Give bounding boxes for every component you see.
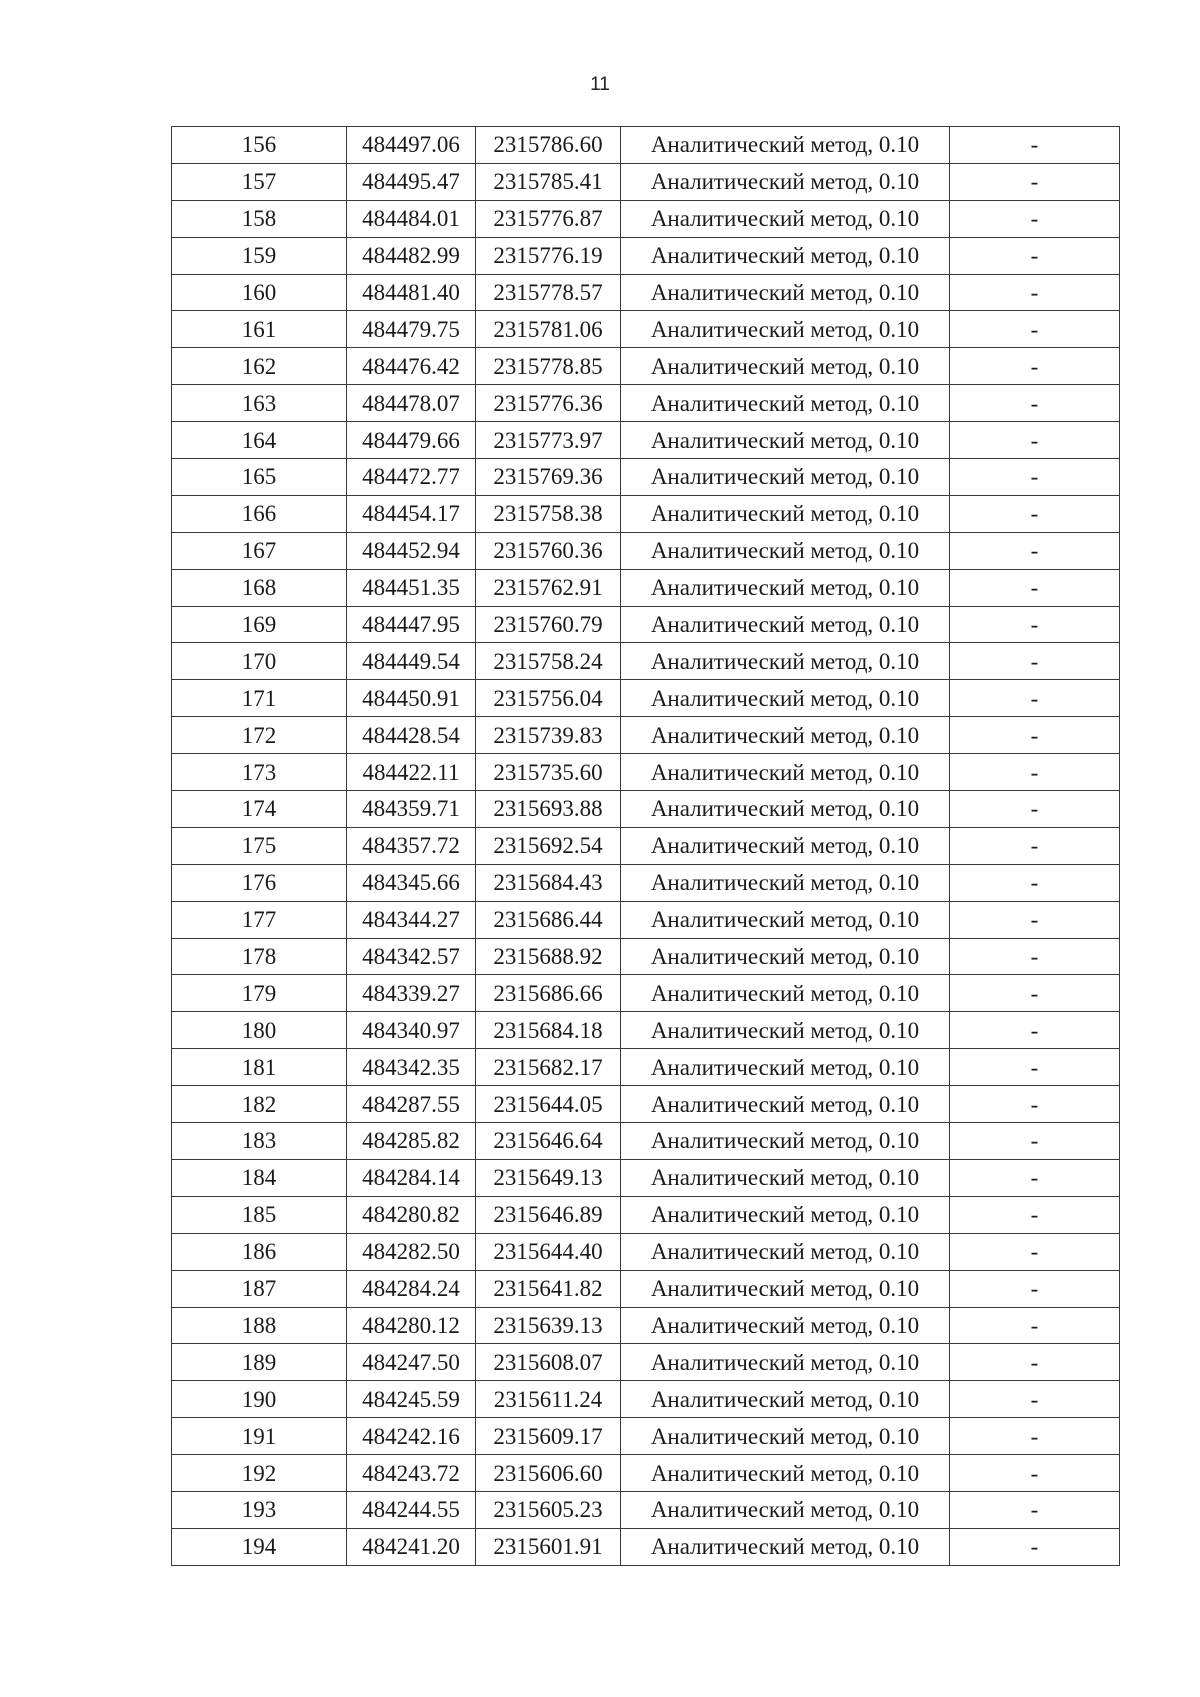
y-coordinate-cell: 2315762.91 (476, 569, 621, 606)
note-cell: - (950, 127, 1120, 164)
x-coordinate-cell: 484285.82 (347, 1123, 476, 1160)
method-accuracy-cell: Аналитический метод, 0.10 (621, 348, 950, 385)
method-accuracy-cell: Аналитический метод, 0.10 (621, 643, 950, 680)
table-row (172, 1528, 1120, 1565)
note-cell: - (950, 569, 1120, 606)
table-row (172, 901, 1120, 938)
note-cell: - (950, 1344, 1120, 1381)
x-coordinate-cell: 484472.77 (347, 459, 476, 496)
method-accuracy-cell: Аналитический метод, 0.10 (621, 680, 950, 717)
note-cell: - (950, 495, 1120, 532)
method-accuracy-cell: Аналитический метод, 0.10 (621, 938, 950, 975)
note-cell: - (950, 864, 1120, 901)
y-coordinate-cell: 2315684.43 (476, 864, 621, 901)
point-number-cell: 169 (172, 606, 347, 643)
x-coordinate-cell: 484479.66 (347, 422, 476, 459)
table-row (172, 1307, 1120, 1344)
point-number-cell: 184 (172, 1159, 347, 1196)
point-number-cell: 172 (172, 717, 347, 754)
table-row (172, 754, 1120, 791)
y-coordinate-cell: 2315760.36 (476, 532, 621, 569)
x-coordinate-cell: 484450.91 (347, 680, 476, 717)
x-coordinate-cell: 484359.71 (347, 791, 476, 828)
y-coordinate-cell: 2315781.06 (476, 311, 621, 348)
note-cell: - (950, 274, 1120, 311)
y-coordinate-cell: 2315646.64 (476, 1123, 621, 1160)
method-accuracy-cell: Аналитический метод, 0.10 (621, 864, 950, 901)
table-row (172, 1270, 1120, 1307)
x-coordinate-cell: 484243.72 (347, 1455, 476, 1492)
point-number-cell: 193 (172, 1491, 347, 1528)
note-cell: - (950, 1049, 1120, 1086)
note-cell: - (950, 1123, 1120, 1160)
note-cell: - (950, 1307, 1120, 1344)
coordinates-table-body (172, 127, 1120, 1566)
point-number-cell: 186 (172, 1233, 347, 1270)
table-row (172, 532, 1120, 569)
table-row (172, 1086, 1120, 1123)
note-cell: - (950, 348, 1120, 385)
point-number-cell: 181 (172, 1049, 347, 1086)
table-row (172, 680, 1120, 717)
y-coordinate-cell: 2315644.05 (476, 1086, 621, 1123)
y-coordinate-cell: 2315778.57 (476, 274, 621, 311)
method-accuracy-cell: Аналитический метод, 0.10 (621, 1270, 950, 1307)
y-coordinate-cell: 2315686.44 (476, 901, 621, 938)
x-coordinate-cell: 484244.55 (347, 1491, 476, 1528)
table-row (172, 1049, 1120, 1086)
note-cell: - (950, 532, 1120, 569)
y-coordinate-cell: 2315758.38 (476, 495, 621, 532)
x-coordinate-cell: 484241.20 (347, 1528, 476, 1565)
method-accuracy-cell: Аналитический метод, 0.10 (621, 606, 950, 643)
x-coordinate-cell: 484428.54 (347, 717, 476, 754)
table-row (172, 385, 1120, 422)
y-coordinate-cell: 2315786.60 (476, 127, 621, 164)
table-row (172, 237, 1120, 274)
x-coordinate-cell: 484422.11 (347, 754, 476, 791)
method-accuracy-cell: Аналитический метод, 0.10 (621, 127, 950, 164)
note-cell: - (950, 1381, 1120, 1418)
x-coordinate-cell: 484345.66 (347, 864, 476, 901)
method-accuracy-cell: Аналитический метод, 0.10 (621, 901, 950, 938)
point-number-cell: 163 (172, 385, 347, 422)
x-coordinate-cell: 484479.75 (347, 311, 476, 348)
note-cell: - (950, 717, 1120, 754)
method-accuracy-cell: Аналитический метод, 0.10 (621, 1012, 950, 1049)
y-coordinate-cell: 2315785.41 (476, 163, 621, 200)
point-number-cell: 192 (172, 1455, 347, 1492)
point-number-cell: 168 (172, 569, 347, 606)
table-row (172, 1491, 1120, 1528)
x-coordinate-cell: 484449.54 (347, 643, 476, 680)
table-row (172, 1159, 1120, 1196)
table-row (172, 495, 1120, 532)
note-cell: - (950, 643, 1120, 680)
note-cell: - (950, 163, 1120, 200)
point-number-cell: 158 (172, 200, 347, 237)
point-number-cell: 166 (172, 495, 347, 532)
method-accuracy-cell: Аналитический метод, 0.10 (621, 385, 950, 422)
y-coordinate-cell: 2315611.24 (476, 1381, 621, 1418)
point-number-cell: 187 (172, 1270, 347, 1307)
table-row (172, 938, 1120, 975)
method-accuracy-cell: Аналитический метод, 0.10 (621, 422, 950, 459)
y-coordinate-cell: 2315776.36 (476, 385, 621, 422)
method-accuracy-cell: Аналитический метод, 0.10 (621, 1123, 950, 1160)
y-coordinate-cell: 2315606.60 (476, 1455, 621, 1492)
y-coordinate-cell: 2315608.07 (476, 1344, 621, 1381)
table-row (172, 274, 1120, 311)
method-accuracy-cell: Аналитический метод, 0.10 (621, 1233, 950, 1270)
y-coordinate-cell: 2315776.19 (476, 237, 621, 274)
note-cell: - (950, 1491, 1120, 1528)
y-coordinate-cell: 2315682.17 (476, 1049, 621, 1086)
x-coordinate-cell: 484357.72 (347, 827, 476, 864)
x-coordinate-cell: 484344.27 (347, 901, 476, 938)
y-coordinate-cell: 2315756.04 (476, 680, 621, 717)
note-cell: - (950, 459, 1120, 496)
y-coordinate-cell: 2315773.97 (476, 422, 621, 459)
note-cell: - (950, 1233, 1120, 1270)
point-number-cell: 190 (172, 1381, 347, 1418)
x-coordinate-cell: 484284.24 (347, 1270, 476, 1307)
x-coordinate-cell: 484342.35 (347, 1049, 476, 1086)
point-number-cell: 167 (172, 532, 347, 569)
y-coordinate-cell: 2315649.13 (476, 1159, 621, 1196)
x-coordinate-cell: 484478.07 (347, 385, 476, 422)
page-number: 11 (590, 74, 610, 95)
point-number-cell: 174 (172, 791, 347, 828)
x-coordinate-cell: 484342.57 (347, 938, 476, 975)
note-cell: - (950, 1159, 1120, 1196)
method-accuracy-cell: Аналитический метод, 0.10 (621, 1196, 950, 1233)
note-cell: - (950, 938, 1120, 975)
note-cell: - (950, 975, 1120, 1012)
method-accuracy-cell: Аналитический метод, 0.10 (621, 459, 950, 496)
table-row (172, 1196, 1120, 1233)
x-coordinate-cell: 484447.95 (347, 606, 476, 643)
point-number-cell: 178 (172, 938, 347, 975)
table-row (172, 311, 1120, 348)
note-cell: - (950, 237, 1120, 274)
point-number-cell: 188 (172, 1307, 347, 1344)
point-number-cell: 191 (172, 1418, 347, 1455)
note-cell: - (950, 1086, 1120, 1123)
table-row (172, 717, 1120, 754)
x-coordinate-cell: 484476.42 (347, 348, 476, 385)
note-cell: - (950, 1196, 1120, 1233)
method-accuracy-cell: Аналитический метод, 0.10 (621, 1455, 950, 1492)
table-row (172, 1418, 1120, 1455)
table-row (172, 643, 1120, 680)
note-cell: - (950, 680, 1120, 717)
table-row (172, 1012, 1120, 1049)
x-coordinate-cell: 484484.01 (347, 200, 476, 237)
point-number-cell: 176 (172, 864, 347, 901)
method-accuracy-cell: Аналитический метод, 0.10 (621, 1049, 950, 1086)
point-number-cell: 156 (172, 127, 347, 164)
x-coordinate-cell: 484454.17 (347, 495, 476, 532)
table-row (172, 348, 1120, 385)
table-row (172, 459, 1120, 496)
method-accuracy-cell: Аналитический метод, 0.10 (621, 1491, 950, 1528)
table-row (172, 864, 1120, 901)
y-coordinate-cell: 2315739.83 (476, 717, 621, 754)
point-number-cell: 189 (172, 1344, 347, 1381)
table-row (172, 422, 1120, 459)
y-coordinate-cell: 2315644.40 (476, 1233, 621, 1270)
y-coordinate-cell: 2315735.60 (476, 754, 621, 791)
method-accuracy-cell: Аналитический метод, 0.10 (621, 1307, 950, 1344)
y-coordinate-cell: 2315646.89 (476, 1196, 621, 1233)
method-accuracy-cell: Аналитический метод, 0.10 (621, 274, 950, 311)
y-coordinate-cell: 2315609.17 (476, 1418, 621, 1455)
x-coordinate-cell: 484452.94 (347, 532, 476, 569)
method-accuracy-cell: Аналитический метод, 0.10 (621, 791, 950, 828)
note-cell: - (950, 791, 1120, 828)
note-cell: - (950, 754, 1120, 791)
x-coordinate-cell: 484242.16 (347, 1418, 476, 1455)
x-coordinate-cell: 484280.82 (347, 1196, 476, 1233)
x-coordinate-cell: 484497.06 (347, 127, 476, 164)
table-row (172, 1455, 1120, 1492)
point-number-cell: 179 (172, 975, 347, 1012)
table-row (172, 1381, 1120, 1418)
point-number-cell: 159 (172, 237, 347, 274)
x-coordinate-cell: 484495.47 (347, 163, 476, 200)
x-coordinate-cell: 484280.12 (347, 1307, 476, 1344)
point-number-cell: 160 (172, 274, 347, 311)
point-number-cell: 180 (172, 1012, 347, 1049)
x-coordinate-cell: 484482.99 (347, 237, 476, 274)
note-cell: - (950, 1270, 1120, 1307)
point-number-cell: 177 (172, 901, 347, 938)
x-coordinate-cell: 484284.14 (347, 1159, 476, 1196)
x-coordinate-cell: 484282.50 (347, 1233, 476, 1270)
table-row (172, 827, 1120, 864)
method-accuracy-cell: Аналитический метод, 0.10 (621, 311, 950, 348)
note-cell: - (950, 200, 1120, 237)
point-number-cell: 161 (172, 311, 347, 348)
method-accuracy-cell: Аналитический метод, 0.10 (621, 1528, 950, 1565)
point-number-cell: 164 (172, 422, 347, 459)
x-coordinate-cell: 484287.55 (347, 1086, 476, 1123)
point-number-cell: 182 (172, 1086, 347, 1123)
method-accuracy-cell: Аналитический метод, 0.10 (621, 1381, 950, 1418)
y-coordinate-cell: 2315686.66 (476, 975, 621, 1012)
point-number-cell: 170 (172, 643, 347, 680)
method-accuracy-cell: Аналитический метод, 0.10 (621, 495, 950, 532)
y-coordinate-cell: 2315769.36 (476, 459, 621, 496)
table-row (172, 1123, 1120, 1160)
y-coordinate-cell: 2315684.18 (476, 1012, 621, 1049)
y-coordinate-cell: 2315693.88 (476, 791, 621, 828)
table-row (172, 200, 1120, 237)
y-coordinate-cell: 2315605.23 (476, 1491, 621, 1528)
method-accuracy-cell: Аналитический метод, 0.10 (621, 569, 950, 606)
note-cell: - (950, 901, 1120, 938)
coordinates-table (171, 126, 1120, 1566)
x-coordinate-cell: 484245.59 (347, 1381, 476, 1418)
method-accuracy-cell: Аналитический метод, 0.10 (621, 1159, 950, 1196)
y-coordinate-cell: 2315776.87 (476, 200, 621, 237)
y-coordinate-cell: 2315688.92 (476, 938, 621, 975)
note-cell: - (950, 606, 1120, 643)
point-number-cell: 173 (172, 754, 347, 791)
y-coordinate-cell: 2315760.79 (476, 606, 621, 643)
note-cell: - (950, 1528, 1120, 1565)
table-row (172, 1344, 1120, 1381)
point-number-cell: 175 (172, 827, 347, 864)
y-coordinate-cell: 2315601.91 (476, 1528, 621, 1565)
point-number-cell: 171 (172, 680, 347, 717)
y-coordinate-cell: 2315639.13 (476, 1307, 621, 1344)
method-accuracy-cell: Аналитический метод, 0.10 (621, 717, 950, 754)
note-cell: - (950, 311, 1120, 348)
note-cell: - (950, 1418, 1120, 1455)
point-number-cell: 165 (172, 459, 347, 496)
table-row (172, 569, 1120, 606)
x-coordinate-cell: 484339.27 (347, 975, 476, 1012)
table-row (172, 127, 1120, 164)
note-cell: - (950, 385, 1120, 422)
point-number-cell: 194 (172, 1528, 347, 1565)
y-coordinate-cell: 2315641.82 (476, 1270, 621, 1307)
method-accuracy-cell: Аналитический метод, 0.10 (621, 754, 950, 791)
point-number-cell: 185 (172, 1196, 347, 1233)
method-accuracy-cell: Аналитический метод, 0.10 (621, 237, 950, 274)
y-coordinate-cell: 2315758.24 (476, 643, 621, 680)
note-cell: - (950, 422, 1120, 459)
point-number-cell: 162 (172, 348, 347, 385)
table-row (172, 975, 1120, 1012)
method-accuracy-cell: Аналитический метод, 0.10 (621, 163, 950, 200)
method-accuracy-cell: Аналитический метод, 0.10 (621, 827, 950, 864)
point-number-cell: 157 (172, 163, 347, 200)
note-cell: - (950, 827, 1120, 864)
method-accuracy-cell: Аналитический метод, 0.10 (621, 1086, 950, 1123)
method-accuracy-cell: Аналитический метод, 0.10 (621, 1344, 950, 1381)
y-coordinate-cell: 2315778.85 (476, 348, 621, 385)
method-accuracy-cell: Аналитический метод, 0.10 (621, 532, 950, 569)
table-row (172, 791, 1120, 828)
y-coordinate-cell: 2315692.54 (476, 827, 621, 864)
table-row (172, 606, 1120, 643)
x-coordinate-cell: 484481.40 (347, 274, 476, 311)
table-row (172, 1233, 1120, 1270)
note-cell: - (950, 1012, 1120, 1049)
x-coordinate-cell: 484247.50 (347, 1344, 476, 1381)
method-accuracy-cell: Аналитический метод, 0.10 (621, 975, 950, 1012)
table-row (172, 163, 1120, 200)
x-coordinate-cell: 484340.97 (347, 1012, 476, 1049)
method-accuracy-cell: Аналитический метод, 0.10 (621, 200, 950, 237)
note-cell: - (950, 1455, 1120, 1492)
point-number-cell: 183 (172, 1123, 347, 1160)
x-coordinate-cell: 484451.35 (347, 569, 476, 606)
method-accuracy-cell: Аналитический метод, 0.10 (621, 1418, 950, 1455)
